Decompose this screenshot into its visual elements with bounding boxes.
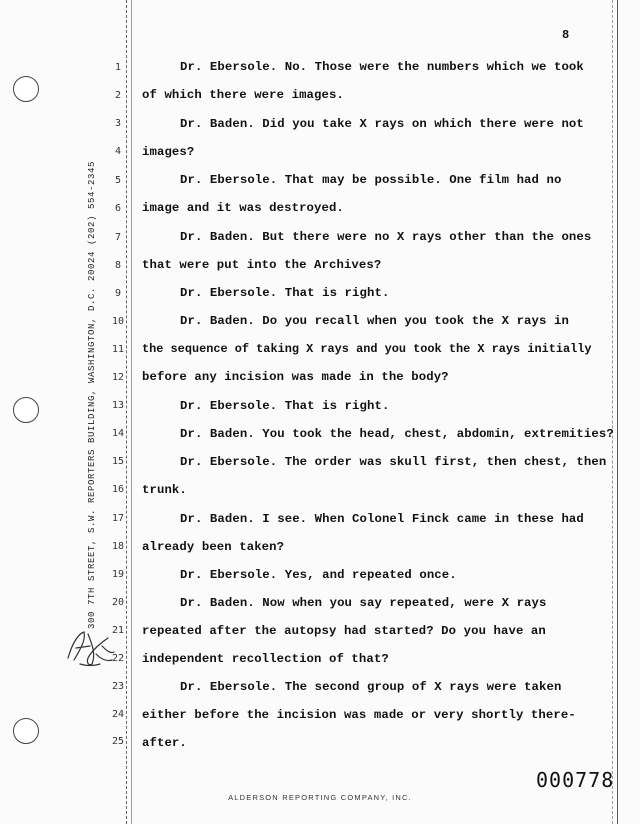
line-number: 19: [111, 569, 125, 580]
transcript-line: images?: [142, 145, 195, 159]
line-number: 15: [111, 456, 125, 467]
handwritten-initials-mark: [62, 624, 122, 670]
transcript-line: Dr. Baden. I see. When Colonel Finck came in these had: [180, 512, 584, 526]
transcript-line: Dr. Ebersole. That may be possible. One film had no: [180, 173, 562, 187]
line-number: 6: [114, 203, 122, 214]
line-number: 9: [114, 288, 122, 299]
punch-hole: [13, 718, 39, 744]
line-number: 21: [111, 625, 125, 636]
transcript-line: before any incision was made in the body?: [142, 370, 449, 384]
transcript-line: of which there were images.: [142, 88, 344, 102]
transcript-line: independent recollection of that?: [142, 652, 389, 666]
line-number: 12: [111, 372, 125, 383]
transcript-line: Dr. Ebersole. That is right.: [180, 399, 390, 413]
side-address-text: 300 7TH STREET, S.W. REPORTERS BUILDING, WASHINGTON, D.C. 20024 (202) 554-2345: [87, 160, 97, 630]
line-number: 25: [111, 736, 125, 747]
transcript-line: trunk.: [142, 483, 187, 497]
line-number: 14: [111, 428, 125, 439]
margin-rule: [131, 0, 132, 824]
transcript-line: Dr. Ebersole. The second group of X rays were taken: [180, 680, 562, 694]
line-number: 18: [111, 541, 125, 552]
punch-hole: [13, 76, 39, 102]
line-number: 13: [111, 400, 125, 411]
transcript-line: Dr. Baden. But there were no X rays other than the ones: [180, 230, 592, 244]
margin-rule: [617, 0, 618, 824]
transcript-line: Dr. Ebersole. No. Those were the numbers which we took: [180, 60, 584, 74]
line-number: 5: [114, 175, 122, 186]
line-number: 4: [114, 146, 122, 157]
line-number: 8: [114, 260, 122, 271]
transcript-line: already been taken?: [142, 540, 285, 554]
line-number: 16: [111, 484, 125, 495]
footer-company: ALDERSON REPORTING COMPANY, INC.: [228, 793, 412, 802]
transcript-line: Dr. Baden. You took the head, chest, abdomin, extremities?: [180, 427, 614, 441]
margin-rule: [126, 0, 127, 824]
transcript-line: that were put into the Archives?: [142, 258, 382, 272]
transcript-line: Dr. Ebersole. The order was skull first, then chest, then: [180, 455, 607, 469]
line-number: 10: [111, 316, 125, 327]
document-number: 000778: [536, 768, 615, 792]
line-number: 7: [114, 232, 122, 243]
transcript-line: either before the incision was made or very shortly there-: [142, 708, 576, 722]
line-number: 2: [114, 90, 122, 101]
transcript-line: after.: [142, 736, 187, 750]
transcript-line: the sequence of taking X rays and you took the X rays initially: [142, 342, 592, 356]
line-number: 11: [111, 344, 125, 355]
transcript-line: Dr. Baden. Did you take X rays on which there were not: [180, 117, 584, 131]
line-number: 24: [111, 709, 125, 720]
transcript-line: Dr. Ebersole. Yes, and repeated once.: [180, 568, 457, 582]
margin-rule: [612, 0, 613, 824]
transcript-line: Dr. Baden. Now when you say repeated, were X rays: [180, 596, 547, 610]
line-number: 17: [111, 513, 125, 524]
line-number: 20: [111, 597, 125, 608]
line-number: 1: [114, 62, 122, 73]
transcript-line: repeated after the autopsy had started? Do you have an: [142, 624, 546, 638]
punch-hole: [13, 397, 39, 423]
transcript-line: image and it was destroyed.: [142, 201, 344, 215]
page-number: 8: [562, 28, 570, 42]
line-number: 22: [111, 653, 125, 664]
transcript-line: Dr. Ebersole. That is right.: [180, 286, 390, 300]
line-number: 23: [111, 681, 125, 692]
line-number: 3: [114, 118, 122, 129]
transcript-line: Dr. Baden. Do you recall when you took the X rays in: [180, 314, 569, 328]
